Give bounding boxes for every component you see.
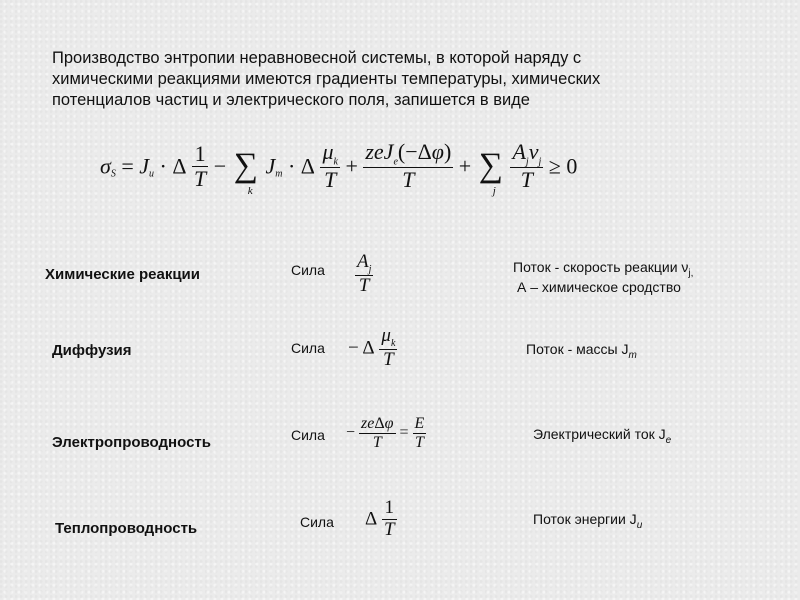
intro-line-1: Производство энтропии неравновесной системы, в которой наряду с <box>52 49 582 67</box>
intro-line-3: потенциалов частиц и электрического поля, запишется в виде <box>52 91 530 109</box>
force-formula-electro: − $\frac{\text{zeΔφ}}{T}$ = $\frac{E}{T}$ <box>346 415 425 451</box>
intro-line-2: химическими реакциями имеются градиенты температуры, химических <box>52 70 601 88</box>
row-label-electro: Электропроводность <box>52 434 211 451</box>
force-formula-chemical: $\frac{A_j}{T}$ <box>357 251 372 296</box>
flow-diffusion: Поток - массы $J_m$ <box>526 341 637 361</box>
force-label-electro: Сила <box>291 427 325 443</box>
row-label-chemical: Химические реакции <box>45 266 200 283</box>
entropy-production-formula: $\sigma_S = J_u \cdot \Delta$ $\frac{1}{T}$ − ∑ k $J_m \cdot \Delta$ $\frac{\mu_k}{T}$ + $\frac{zeJ_e(-\Delta\varphi)}{T}$ + ∑ j $\frac{A_j\nu_j}{T}$ ≥ 0 <box>100 139 578 198</box>
force-label-chemical: Сила <box>291 262 325 278</box>
row-label-diffusion: Диффузия <box>52 342 132 359</box>
force-formula-heat: Δ $\frac{1}{T}$ <box>365 497 395 540</box>
row-label-heat: Теплопроводность <box>55 520 198 537</box>
intro-paragraph <box>52 48 752 111</box>
flow-chemical-line-2: А – химическое сродство <box>517 279 681 295</box>
force-formula-diffusion: − Δ $\frac{\mu_k}{T}$ <box>348 325 396 370</box>
flow-electro: Электрический ток $J_e$ <box>533 426 672 446</box>
force-label-diffusion: Сила <box>291 340 325 356</box>
force-label-heat: Сила <box>300 514 334 530</box>
flow-heat: Поток энергии $J_u$ <box>533 511 643 531</box>
flow-chemical-line-1: Поток - скорость реакции $\nu_{j,}$ <box>513 259 694 279</box>
